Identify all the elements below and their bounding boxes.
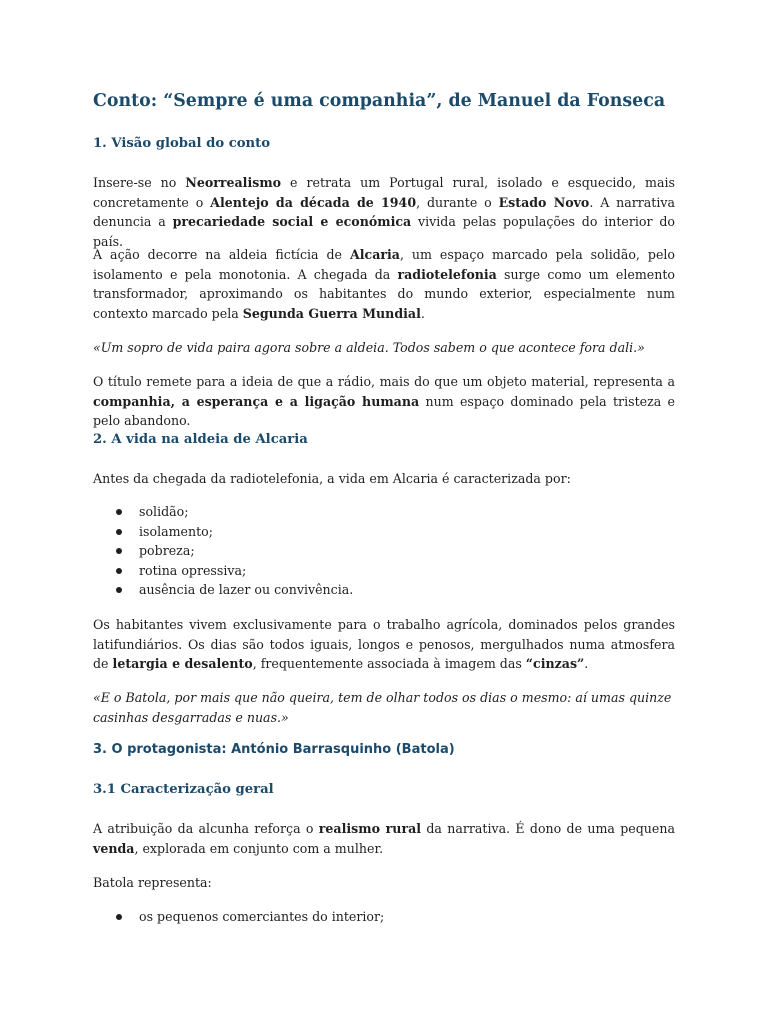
list-item: rotina opressiva; [93, 561, 353, 581]
paragraph-batola-representa: Batola representa: [93, 875, 212, 890]
quote-batola: «E o Batola, por mais que não queira, tem de olhar todos os dias o mesmo: aí umas quinze casinhas desgarradas e nuas.» [93, 690, 672, 725]
paragraph-titulo: O título remete para a ideia de que a rádio, mais do que um objeto material, representa a companhia, a esperança e a ligação humana num espaço dominado pela tristeza e pelo abandono. [93, 374, 675, 429]
quote-sopro-de-vida: «Um sopro de vida paira agora sobre a aldeia. Todos sabem o que acontece fora dali.» [93, 340, 645, 355]
subsection-heading-caracterizacao: 3.1 Caracterização geral [93, 782, 274, 797]
bullet-icon [116, 548, 122, 554]
section-heading-protagonista: 3. O protagonista: António Barrasquinho (Batola) [93, 742, 455, 757]
list-item: solidão; [93, 502, 353, 522]
paragraph-alcunha: A atribuição da alcunha reforça o realismo rural da narrativa. É dono de uma pequena venda, explorada em conjunto com a mulher. [93, 821, 675, 856]
section-heading-visao-global: 1. Visão global do conto [93, 136, 271, 151]
list-caracteristicas [93, 502, 353, 600]
list-item: os pequenos comerciantes do interior; [93, 907, 384, 927]
list-item: pobreza; [93, 541, 353, 561]
bullet-icon [116, 587, 122, 593]
bullet-icon [116, 529, 122, 535]
list-item: ausência de lazer ou convivência. [93, 580, 353, 600]
paragraph-neorrealismo: Insere-se no Neorrealismo e retrata um Portugal rural, isolado e esquecido, mais concretamente o Alentejo da década de 1940, durante o Estado Novo. A narrativa denuncia a precariedade social e económica vivida pelas populações do interior do país. [93, 175, 676, 249]
section-heading-vida-na-aldeia: 2. A vida na aldeia de Alcaria [93, 432, 308, 447]
list-batola-representa [93, 907, 384, 927]
list-item: isolamento; [93, 522, 353, 542]
document-title: Conto: “Sempre é uma companhia”, de Manuel da Fonseca [93, 91, 666, 111]
bullet-icon [116, 509, 122, 515]
bullet-icon [116, 914, 122, 920]
bullet-icon [116, 568, 122, 574]
paragraph-habitantes: Os habitantes vivem exclusivamente para o trabalho agrícola, dominados pelos grandes latifundiários. Os dias são todos iguais, longos e penosos, mergulhados numa atmosfera de letargia e desalento, frequentemente associada à imagem das “cinzas”. [93, 617, 675, 672]
paragraph-intro-vida: Antes da chegada da radiotelefonia, a vida em Alcaria é caracterizada por: [93, 471, 571, 486]
paragraph-alcaria: A ação decorre na aldeia fictícia de Alcaria, um espaço marcado pela solidão, pelo isolamento e pela monotonia. A chegada da radiotelefonia surge como um elemento transformador, aproximando os habitantes do mundo exterior, especialmente num contexto marcado pela Segunda Guerra Mundial. [93, 247, 676, 321]
